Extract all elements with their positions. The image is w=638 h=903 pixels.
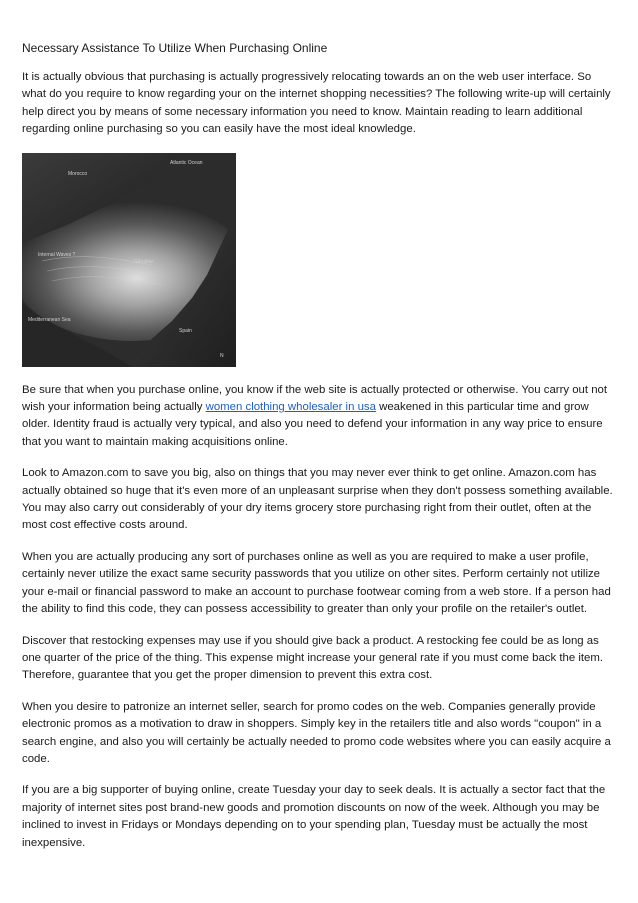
label-internal-waves: Internal Waves ?: [38, 251, 76, 258]
label-spain: Spain: [179, 327, 192, 334]
satellite-image-graphic: [22, 153, 236, 367]
paragraph-passwords: When you are actually producing any sort of purchases online as well as you are required to make a user profile, certainly never utilize the exact same security passwords that you utilize on other sites. Perform certainly not utilize your e-mail or financial password to make an account to purchase footwear coming from a web store. If a person had the ability to find this code, they can possess accessibility to greater than only your profile on the retailer's outlet.: [22, 550, 611, 616]
paragraph-security-text-a: Be sure that when you purchase online, you know if the web site is actually protected or otherwise. You carry out not wish your information being actually: [22, 383, 608, 414]
label-mediterranean-sea: Mediterranean Sea: [28, 316, 71, 323]
intro-paragraph: It is actually obvious that purchasing is actually progressively relocating towards an on the web user interface. So what do you require to know regarding your on the internet shopping necessities? The following write-up will certainly help direct you by means of some necessary information you need to know. Maintain reading to learn additional regarding online purchasing so you can easily have the most ideal knowledge.: [22, 71, 611, 136]
satellite-image: [22, 153, 236, 367]
paragraph-security-text-b: weakened in this particular time and grow older. Identity fraud is actually very typical, and also you need to defend your information in any way price to ensure that you want to maintain making acquisitions online.: [22, 401, 603, 448]
paragraph-security: [22, 382, 618, 452]
document-title: Necessary Assistance To Utilize When Purchasing Online: [22, 41, 328, 55]
label-morocco: Morocco: [68, 170, 88, 177]
wholesaler-link[interactable]: women clothing wholesaler in usa: [205, 401, 376, 414]
paragraph-amazon: Look to Amazon.com to save you big, also on things that you may never ever think to get online. Amazon.com has actually obtained so huge that it's even more of an unpleasant surprise when they don't possess something available. You may also carry out considerably of your dry items grocery store purchasing right from their outlet, often at the most cost effective costs around.: [22, 467, 613, 532]
document-page: [22, 40, 618, 866]
label-gibraltar: Gibraltar: [134, 258, 154, 265]
north-indicator: N: [220, 352, 224, 359]
paragraph-restocking: Discover that restocking expenses may use if you should give back a product. A restocking fee could be as long as one quarter of the price of the thing. This expense might increase your general rate if you must come back the item. Therefore, guarantee that you get the proper dimension to prevent this extra cost.: [22, 634, 604, 682]
paragraph-promo-codes: When you desire to patronize an internet seller, search for promo codes on the web. Companies generally provide electronic promos as a motivation to draw in shoppers. Simply key in the retailers title and also words "coupon" in a search engine, and also you will certainly be actually needed to promo code websites where you can easily acquire a code.: [22, 700, 611, 765]
label-north-ocean: Atlantic Ocean: [170, 159, 203, 166]
paragraph-tuesday: If you are a big supporter of buying online, create Tuesday your day to seek deals. It is actually a sector fact that the majority of internet sites post brand-new goods and promotion discounts on now of the week. Although you may be inclined to invest in Fridays or Mondays depending on to your spending plan, Tuesday must be actually the most inexpensive.: [22, 784, 606, 849]
